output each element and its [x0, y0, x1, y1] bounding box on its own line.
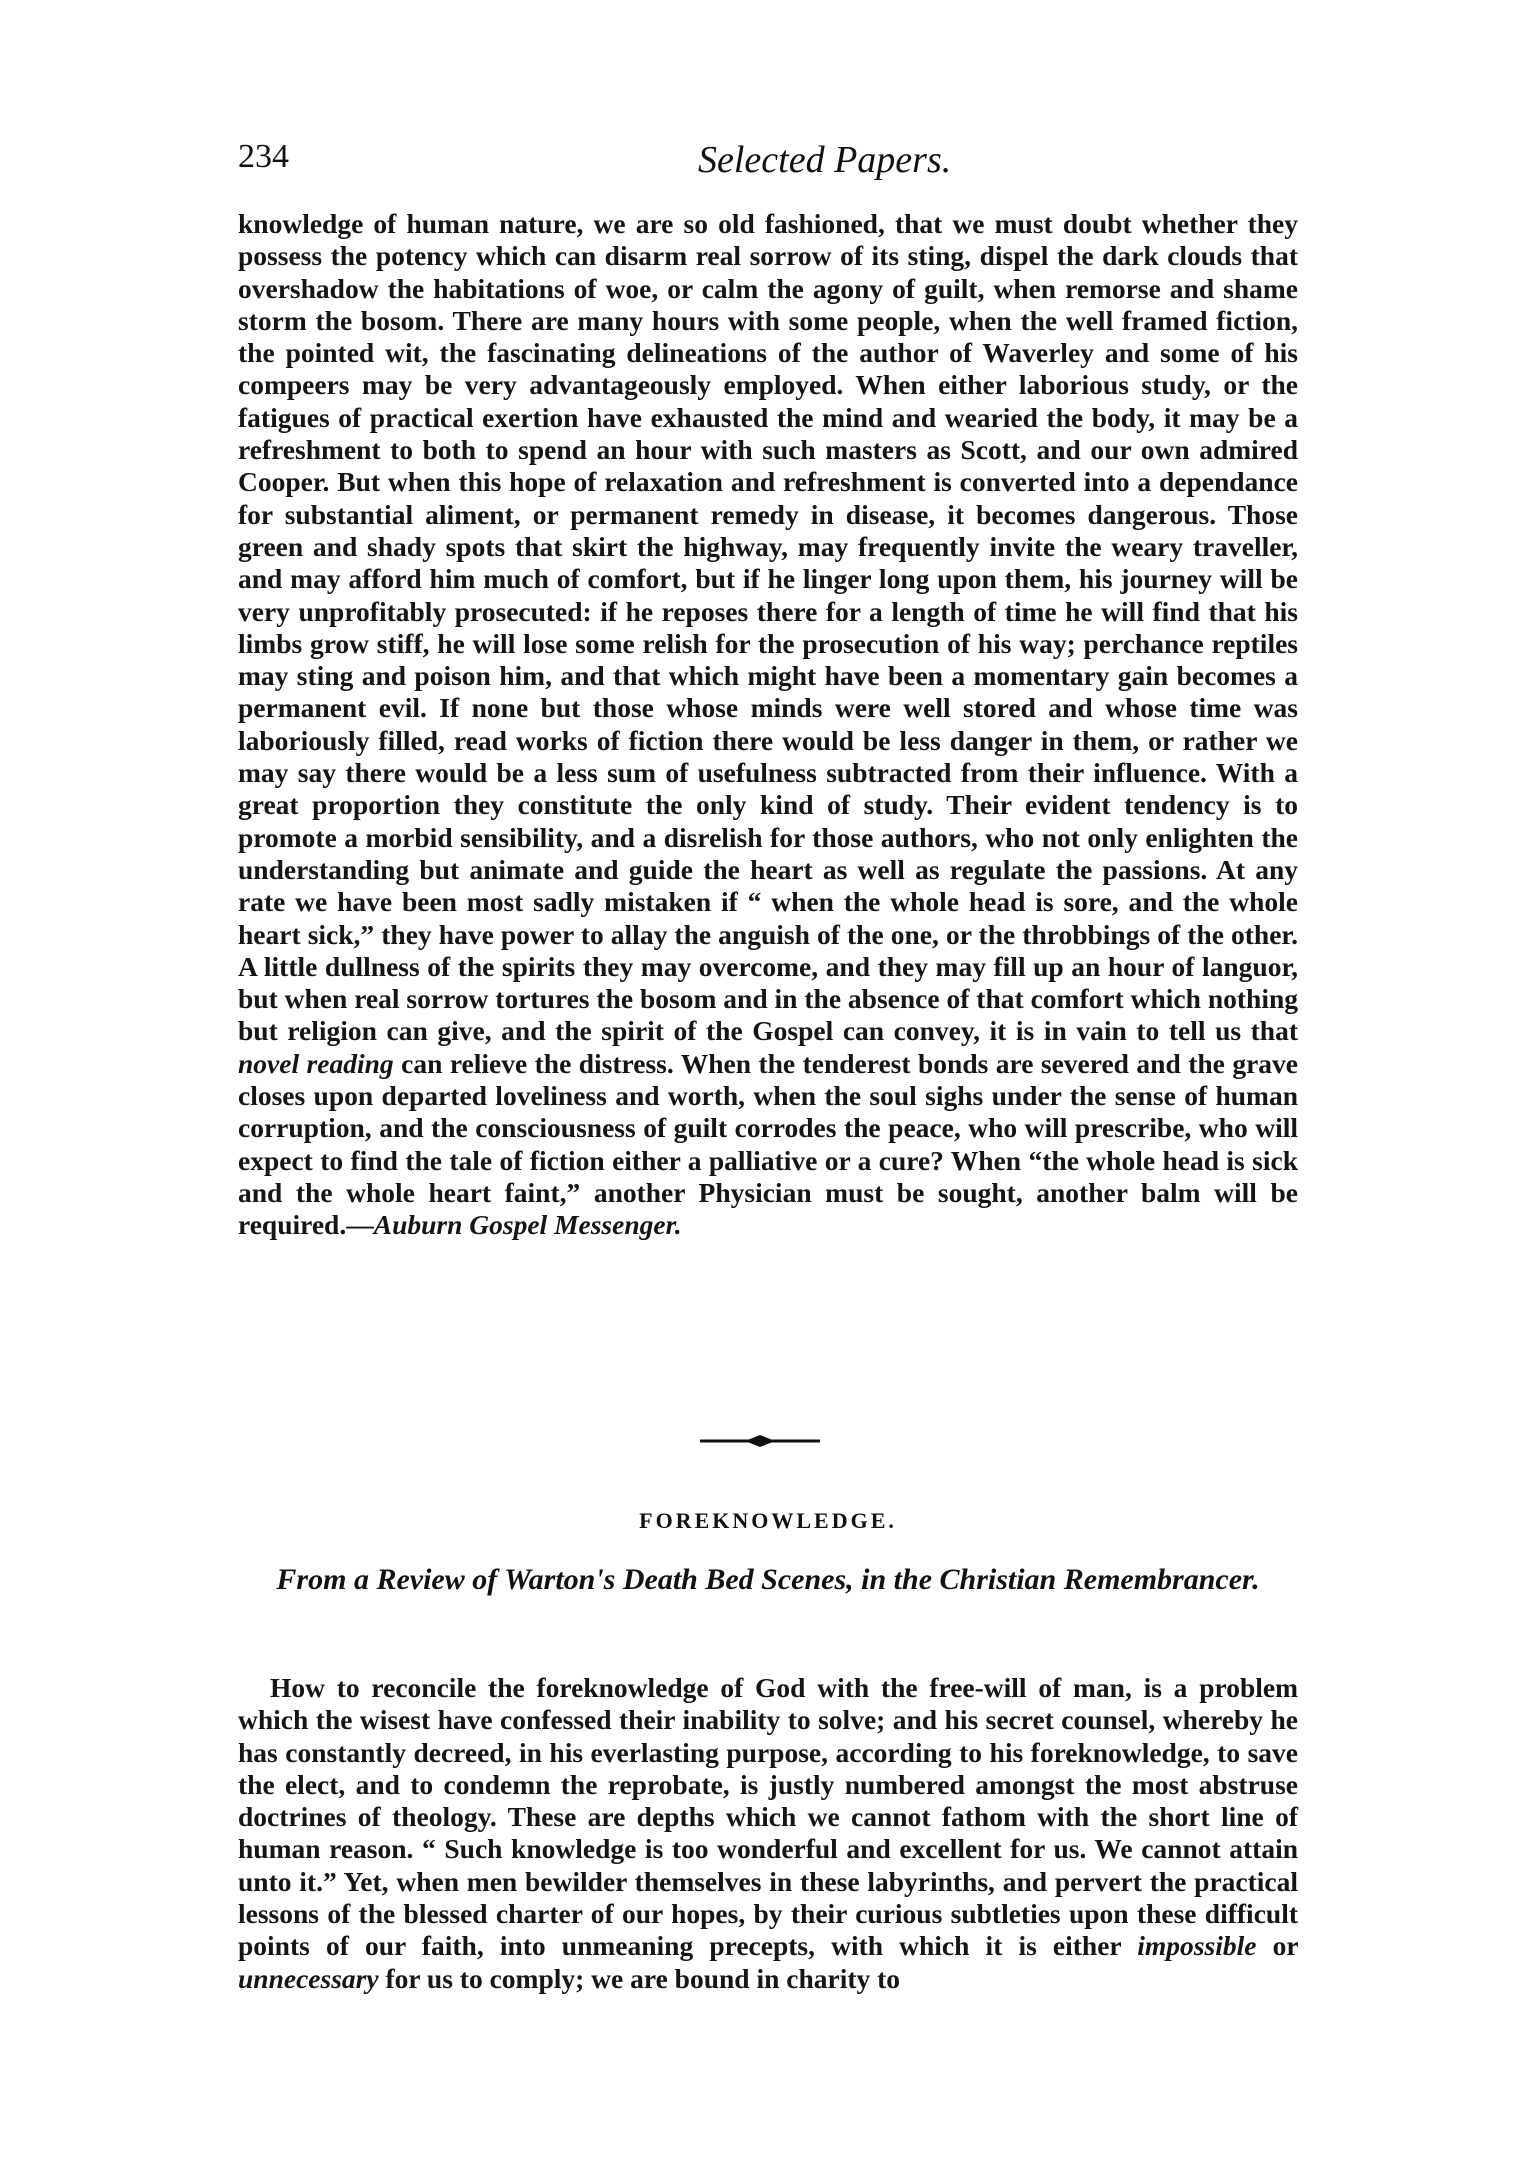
section-paragraph [238, 1672, 1298, 1995]
section-text-a: How to reconcile the foreknowledge of God with the free-will of man, is a problem which the wisest have confessed their inability to solve; and his secret counsel, whereby he has constantly decreed, in his everlasting purpose, according to his foreknowledge, to save the elect, and to condemn the reprobate, is justly numbered amongst the most abstruse doctrines of theology. These are depths which we cannot fathom with the short line of human reason. “ Such knowledge is too wonderful and excellent for us. We cannot attain unto it.” Yet, when men bewilder themselves in these labyrinths, and pervert the practical lessons of the blessed charter of our hopes, by their curious subtleties upon these difficult points of our faith, into unmeaning precepts, with which it is either [238, 1672, 1298, 1962]
article-text: knowledge of human nature, we are so old fashioned, that we must doubt whether they possess the potency which can disarm real sorrow of its sting, dispel the dark clouds that overshadow the habitations of woe, or calm the agony of guilt, when remorse and shame storm the bosom. There are many hours with some people, when the well framed fiction, the pointed wit, the fascinating delineations of the author of Waverley and some of his compeers may be very advantageously employed. When either laborious study, or the fatigues of practical exertion have exhausted the mind and wearied the body, it may be a refreshment to both to spend an hour with such masters as Scott, and our own admired Cooper. But when this hope of relaxation and refreshment is converted into a dependance for substantial aliment, or permanent remedy in disease, it becomes dangerous. Those green and shady spots that skirt the highway, may frequently invite the weary traveller, and may afford him much of comfort, but if he linger long upon them, his journey will be very unprofitably prosecuted: if he reposes there for a length of time he will find that his limbs grow stiff, he will lose some relish for the prosecution of his way; perchance reptiles may sting and poison him, and that which might have been a momentary gain becomes a permanent evil. If none but those whose minds were well stored and whose time was laboriously filled, read works of fiction there would be less danger in them, or rather we may say there would be a less sum of usefulness subtracted from their influence. With a great proportion they constitute the only kind of study. Their evident tendency is to promote a morbid sensibility, and a disrelish for those authors, who not only enlighten the understanding but animate and guide the heart as well as regulate the passions. At any rate we have been most sadly mistaken if “ when the whole head is sore, and the whole heart sick,” they have power to allay the anguish of the one, or the throbbings of the other. A little dullness of the spirits they may overcome, and they may fill up an hour of languor, but when real sorrow tortures the bosom and in the absence of that comfort which nothing but religion can give, and the spirit of the Gospel can convey, it is in vain to tell us that [238, 208, 1298, 1047]
page-number: 234 [238, 138, 289, 175]
section-text-b: or [1272, 1930, 1299, 1962]
article-text-continued: can relieve the distress. When the tenderest bonds are severed and the grave closes upon departed loveliness and worth, when the soul sighs under the sense of human corruption, and the consciousness of guilt corrodes the peace, who will prescribe, who will expect to find the tale of fiction either a palliative or a cure? When “the whole head is sick and the whole heart faint,” another Physician must be sought, another balm will be required.— [238, 1047, 1298, 1241]
italic-phrase: novel reading [238, 1047, 394, 1079]
running-head: Selected Papers. [698, 139, 952, 181]
italic-word-2: unnecessary [238, 1962, 379, 1994]
article-paragraph [238, 208, 1298, 1242]
section-body [238, 1672, 1298, 1995]
section-subtitle: From a Review of Warton's Death Bed Scenes, in the Christian Remembrancer. [276, 1563, 1260, 1596]
article-body [238, 208, 1298, 1242]
article-source: Auburn Gospel Messenger. [373, 1209, 682, 1241]
section-heading: FOREKNOWLEDGE. [639, 1508, 897, 1533]
page-header [238, 138, 1298, 198]
italic-word-1: impossible [1137, 1930, 1257, 1962]
section-divider-ornament [700, 1433, 820, 1449]
section-text-c: for us to comply; we are bound in charity to [385, 1962, 901, 1994]
